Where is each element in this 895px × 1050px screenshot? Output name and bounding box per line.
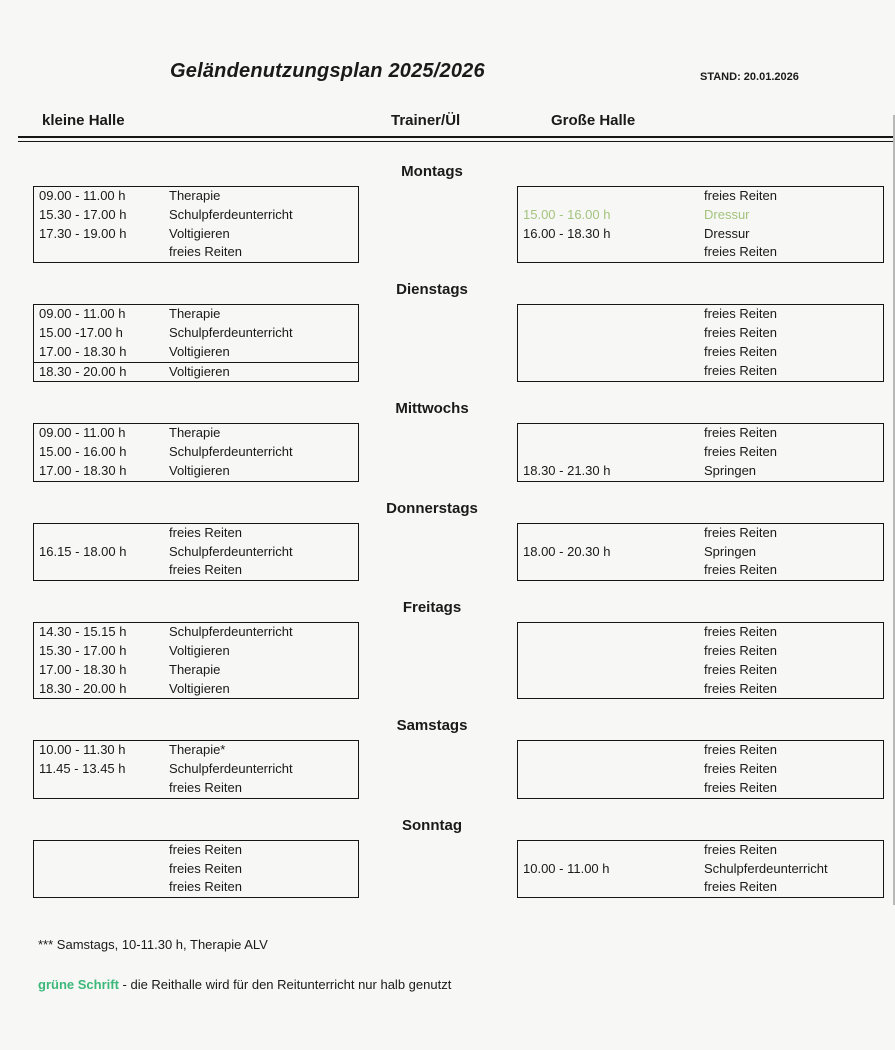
activity-label: Schulpferdeunterricht bbox=[704, 860, 828, 876]
activity-label: freies Reiten bbox=[169, 562, 242, 578]
activity-label: freies Reiten bbox=[704, 642, 777, 658]
day-boxes bbox=[0, 740, 895, 798]
footnote-green-legend bbox=[38, 977, 451, 992]
time-slot: 10.00 - 11.00 h bbox=[523, 860, 610, 876]
time-slot: 18.00 - 20.30 h bbox=[523, 543, 611, 559]
activity-label: Voltigieren bbox=[169, 462, 230, 478]
activity-label: Schulpferdeunterricht bbox=[169, 761, 293, 777]
schedule-row bbox=[34, 561, 358, 580]
day-boxes bbox=[0, 523, 895, 581]
schedule-row bbox=[34, 343, 358, 362]
activity-label: freies Reiten bbox=[169, 779, 242, 795]
grosse-halle-box bbox=[517, 840, 884, 898]
time-slot: 09.00 - 11.00 h bbox=[39, 188, 126, 203]
schedule-row bbox=[518, 860, 883, 879]
activity-label: Therapie* bbox=[169, 742, 226, 758]
activity-label: freies Reiten bbox=[704, 244, 777, 260]
kleine-halle-box bbox=[33, 523, 359, 581]
kleine-halle-box bbox=[33, 304, 359, 382]
activity-label: freies Reiten bbox=[704, 661, 777, 677]
schedule-row bbox=[34, 680, 358, 699]
time-slot: 18.30 - 20.00 h bbox=[39, 363, 127, 379]
schedule-row bbox=[34, 206, 358, 225]
time-slot: 17.00 - 18.30 h bbox=[39, 661, 127, 677]
activity-label: Therapie bbox=[169, 306, 221, 322]
time-slot: 18.30 - 21.30 h bbox=[523, 462, 611, 478]
activity-label: freies Reiten bbox=[169, 841, 242, 857]
activity-label: Voltigieren bbox=[169, 225, 230, 241]
activity-label: Therapie bbox=[169, 188, 221, 203]
activity-label: Therapie bbox=[169, 661, 221, 677]
schedule-row bbox=[34, 860, 358, 879]
activity-label: Schulpferdeunterricht bbox=[169, 543, 293, 559]
schedule-row bbox=[518, 741, 883, 760]
column-header-kleine-halle: kleine Halle bbox=[42, 112, 125, 129]
time-slot: 17.30 - 19.00 h bbox=[39, 225, 127, 241]
time-slot: 17.00 - 18.30 h bbox=[39, 343, 127, 359]
time-slot: 17.00 - 18.30 h bbox=[39, 462, 127, 478]
kleine-halle-box bbox=[33, 840, 359, 898]
activity-label: Voltigieren bbox=[169, 680, 230, 696]
day-heading-montags: Montags bbox=[401, 163, 463, 180]
time-slot: 10.00 - 11.30 h bbox=[39, 742, 126, 758]
day-heading-mittwochs: Mittwochs bbox=[395, 400, 469, 418]
activity-label: freies Reiten bbox=[704, 742, 777, 758]
activity-label: freies Reiten bbox=[704, 624, 777, 640]
schedule-row bbox=[34, 878, 358, 897]
schedule-row bbox=[34, 462, 358, 481]
day-heading-freitags: Freitags bbox=[402, 599, 462, 617]
schedule-row bbox=[34, 324, 358, 343]
day-boxes bbox=[0, 622, 895, 699]
activity-label: freies Reiten bbox=[704, 779, 777, 795]
activity-label: Voltigieren bbox=[169, 363, 230, 379]
day-boxes bbox=[0, 186, 895, 263]
time-slot: 15.00 - 16.00 h bbox=[39, 444, 127, 460]
grosse-halle-box bbox=[517, 423, 884, 481]
schedule-row bbox=[34, 779, 358, 798]
activity-label: freies Reiten bbox=[704, 562, 777, 578]
stand-date: STAND: 20.01.2026 bbox=[700, 71, 799, 83]
day-boxes bbox=[0, 423, 895, 481]
activity-label: freies Reiten bbox=[704, 680, 777, 696]
day-section-samstags bbox=[0, 717, 895, 798]
activity-label: freies Reiten bbox=[169, 879, 242, 895]
schedule-row bbox=[518, 443, 883, 462]
day-heading-donnerstags: Donnerstags bbox=[386, 499, 478, 517]
schedule-row bbox=[518, 305, 883, 324]
schedule-row bbox=[518, 543, 883, 562]
footnote-therapie: *** Samstags, 10-11.30 h, Therapie ALV bbox=[38, 937, 268, 952]
activity-label: freies Reiten bbox=[704, 343, 777, 359]
activity-label: Schulpferdeunterricht bbox=[169, 444, 293, 460]
activity-label: Dressur bbox=[704, 225, 750, 241]
activity-label: freies Reiten bbox=[704, 188, 777, 203]
schedule-row bbox=[34, 424, 358, 443]
time-slot: 15.00 - 16.00 h bbox=[523, 206, 611, 222]
green-legend-label: grüne Schrift bbox=[38, 977, 119, 992]
schedule-row bbox=[34, 225, 358, 244]
activity-label: Schulpferdeunterricht bbox=[169, 324, 293, 340]
day-section-dienstags bbox=[0, 281, 895, 382]
activity-label: freies Reiten bbox=[704, 362, 777, 378]
activity-label: freies Reiten bbox=[704, 425, 777, 441]
schedule-row bbox=[34, 741, 358, 760]
time-slot: 15.00 -17.00 h bbox=[39, 324, 123, 340]
schedule-row bbox=[34, 623, 358, 642]
schedule-row bbox=[518, 206, 883, 225]
schedule-row bbox=[518, 680, 883, 699]
schedule-row bbox=[34, 524, 358, 543]
activity-label: freies Reiten bbox=[169, 524, 242, 540]
activity-label: Springen bbox=[704, 462, 757, 478]
activity-label: freies Reiten bbox=[704, 841, 777, 857]
time-slot: 09.00 - 11.00 h bbox=[39, 425, 126, 441]
schedule-row bbox=[34, 661, 358, 680]
time-slot: 15.30 - 17.00 h bbox=[39, 206, 127, 222]
day-boxes bbox=[0, 840, 895, 898]
activity-label: Voltigieren bbox=[169, 343, 230, 359]
day-section-mittwochs bbox=[0, 400, 895, 481]
schedule-row bbox=[34, 760, 358, 779]
day-section-montags bbox=[0, 163, 895, 263]
grosse-halle-box bbox=[517, 523, 884, 581]
time-slot: 11.45 - 13.45 h bbox=[39, 761, 126, 777]
activity-label: freies Reiten bbox=[704, 761, 777, 777]
column-header-trainer: Trainer/Ül bbox=[391, 112, 461, 129]
activity-label: Schulpferdeunterricht bbox=[169, 624, 293, 640]
schedule-row bbox=[34, 841, 358, 860]
activity-label: freies Reiten bbox=[704, 524, 777, 540]
schedule-row bbox=[518, 878, 883, 897]
day-boxes bbox=[0, 304, 895, 382]
schedule-row bbox=[518, 462, 883, 481]
activity-label: freies Reiten bbox=[169, 244, 242, 260]
page-title: Geländenutzungsplan 2025/2026 bbox=[170, 60, 485, 82]
day-heading-dienstags: Dienstags bbox=[396, 281, 468, 299]
time-slot: 15.30 - 17.00 h bbox=[39, 642, 127, 658]
activity-label: Therapie bbox=[169, 425, 221, 441]
schedule bbox=[0, 163, 895, 916]
grosse-halle-box bbox=[517, 304, 884, 382]
schedule-row bbox=[518, 642, 883, 661]
grosse-halle-box bbox=[517, 186, 884, 263]
schedule-row bbox=[518, 324, 883, 343]
activity-label: freies Reiten bbox=[169, 860, 242, 876]
schedule-row bbox=[34, 443, 358, 462]
schedule-row bbox=[34, 543, 358, 562]
kleine-halle-box bbox=[33, 186, 359, 263]
activity-label: Voltigieren bbox=[169, 642, 230, 658]
schedule-row bbox=[34, 642, 358, 661]
activity-label: freies Reiten bbox=[704, 324, 777, 340]
schedule-row bbox=[518, 661, 883, 680]
grosse-halle-box bbox=[517, 740, 884, 798]
schedule-row bbox=[518, 243, 883, 262]
schedule-row bbox=[518, 760, 883, 779]
day-heading-sonntag: Sonntag bbox=[402, 816, 462, 834]
kleine-halle-box bbox=[33, 740, 359, 798]
day-heading-samstags: Samstags bbox=[396, 717, 468, 735]
header-divider bbox=[18, 136, 895, 142]
schedule-row bbox=[518, 424, 883, 443]
activity-label: freies Reiten bbox=[704, 444, 777, 460]
kleine-halle-box bbox=[33, 423, 359, 481]
schedule-row bbox=[518, 623, 883, 642]
schedule-row bbox=[34, 362, 358, 382]
time-slot: 14.30 - 15.15 h bbox=[39, 624, 127, 640]
column-header-grosse-halle: Große Halle bbox=[551, 112, 636, 129]
schedule-row bbox=[518, 841, 883, 860]
schedule-row bbox=[34, 305, 358, 324]
time-slot: 09.00 - 11.00 h bbox=[39, 306, 126, 322]
schedule-row bbox=[34, 187, 358, 206]
activity-label: Springen bbox=[704, 543, 757, 559]
schedule-row bbox=[34, 243, 358, 262]
day-section-freitags bbox=[0, 599, 895, 699]
activity-label: freies Reiten bbox=[704, 306, 777, 322]
schedule-row bbox=[518, 225, 883, 244]
schedule-row bbox=[518, 362, 883, 381]
activity-label: freies Reiten bbox=[704, 879, 777, 895]
schedule-row bbox=[518, 779, 883, 798]
grosse-halle-box bbox=[517, 622, 884, 699]
time-slot: 18.30 - 20.00 h bbox=[39, 680, 127, 696]
day-section-donnerstags bbox=[0, 500, 895, 581]
time-slot: 16.00 - 18.30 h bbox=[523, 225, 611, 241]
activity-label: Schulpferdeunterricht bbox=[169, 206, 293, 222]
schedule-row bbox=[518, 561, 883, 580]
day-section-sonntag bbox=[0, 817, 895, 898]
kleine-halle-box bbox=[33, 622, 359, 699]
green-legend-text: - die Reithalle wird für den Reitunterricht nur halb genutzt bbox=[118, 977, 452, 992]
time-slot: 16.15 - 18.00 h bbox=[39, 543, 127, 559]
activity-label: Dressur bbox=[704, 206, 750, 222]
schedule-row bbox=[518, 524, 883, 543]
schedule-row bbox=[518, 343, 883, 362]
schedule-row bbox=[518, 187, 883, 206]
